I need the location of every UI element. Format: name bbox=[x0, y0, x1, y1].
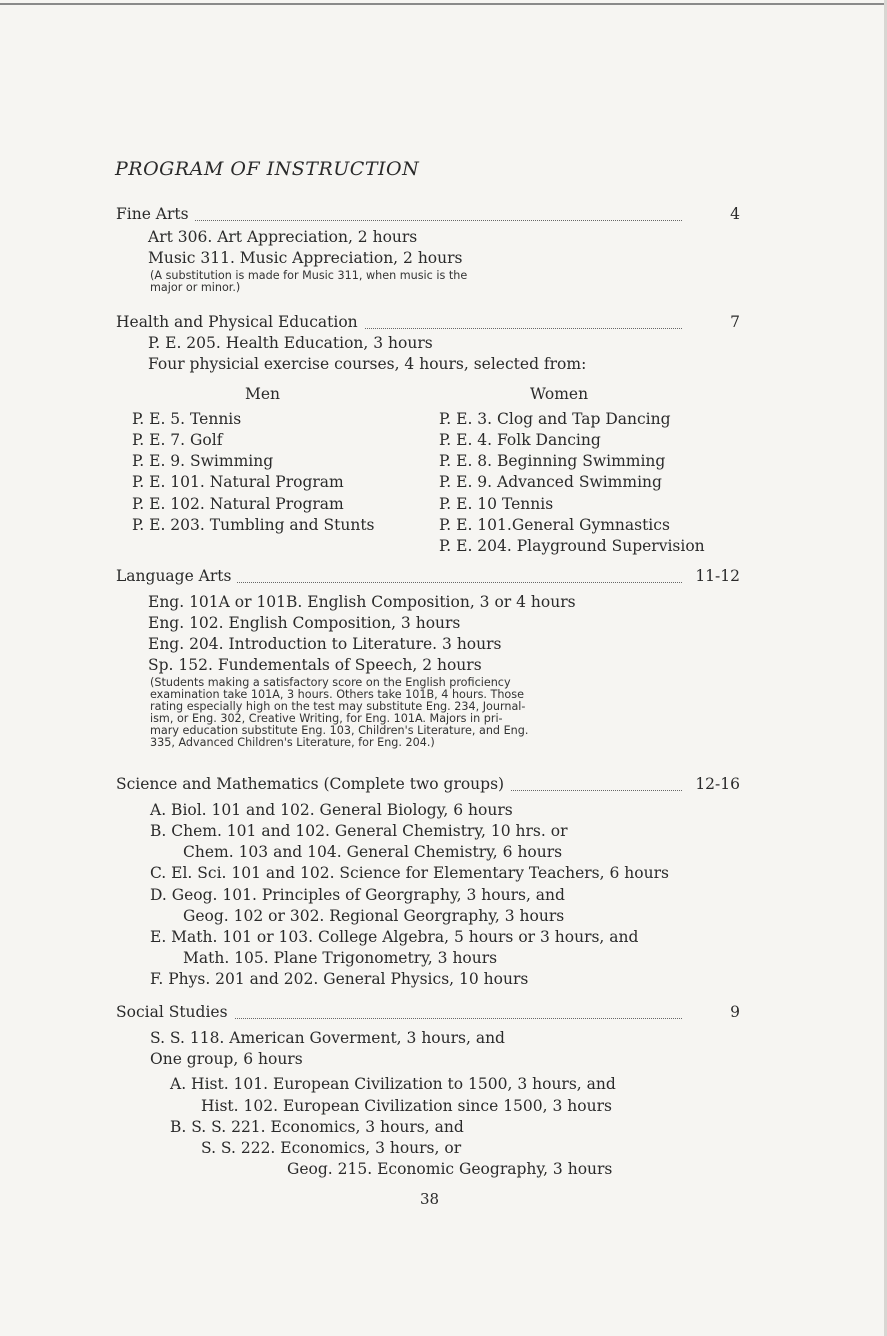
course-line: Eng. 102. English Composition, 3 hours bbox=[148, 614, 461, 632]
page-title: PROGRAM OF INSTRUCTION bbox=[115, 158, 420, 180]
course-line: Hist. 102. European Civilization since 1500, 3 hours bbox=[201, 1097, 612, 1115]
course-line: Math. 105. Plane Trigonometry, 3 hours bbox=[183, 949, 498, 967]
men-course: P. E. 9. Swimming bbox=[132, 452, 274, 470]
note-line: ism, or Eng. 302, Creative Writing, for Eng. 101A. Majors in pri- bbox=[150, 712, 503, 725]
men-header: Men bbox=[245, 385, 281, 403]
women-course: P. E. 101.General Gymnastics bbox=[439, 516, 670, 534]
section-social-studies bbox=[116, 1003, 740, 1027]
course-line: A. Biol. 101 and 102. General Biology, 6 hours bbox=[150, 801, 513, 819]
page-number: 38 bbox=[420, 1190, 440, 1208]
course-line: Eng. 204. Introduction to Literature. 3 hours bbox=[148, 635, 502, 653]
leader-dots bbox=[120, 220, 682, 221]
section-hours: 4 bbox=[730, 205, 740, 223]
section-hours: 11-12 bbox=[695, 567, 740, 585]
section-label: Health and Physical Education bbox=[116, 313, 364, 331]
men-course: P. E. 203. Tumbling and Stunts bbox=[132, 516, 375, 534]
women-course: P. E. 10 Tennis bbox=[439, 495, 554, 513]
note-line: (Students making a satisfactory score on the English proficiency bbox=[150, 676, 511, 689]
women-course: P. E. 8. Beginning Swimming bbox=[439, 452, 666, 470]
men-course: P. E. 7. Golf bbox=[132, 431, 223, 449]
women-course: P. E. 4. Folk Dancing bbox=[439, 431, 601, 449]
course-line: Sp. 152. Fundementals of Speech, 2 hours bbox=[148, 656, 482, 674]
men-course: P. E. 101. Natural Program bbox=[132, 473, 344, 491]
section-hours: 9 bbox=[730, 1003, 740, 1021]
note-line: (A substitution is made for Music 311, when music is the bbox=[150, 269, 468, 282]
note-line: 335, Advanced Children's Literature, for Eng. 204.) bbox=[150, 736, 435, 749]
note-line: rating especially high on the test may substitute Eng. 234, Journal- bbox=[150, 700, 526, 713]
course-line: S. S. 222. Economics, 3 hours, or bbox=[201, 1139, 462, 1157]
women-course: P. E. 3. Clog and Tap Dancing bbox=[439, 410, 671, 428]
men-course: P. E. 5. Tennis bbox=[132, 410, 242, 428]
section-label: Science and Mathematics (Complete two groups) bbox=[116, 775, 510, 793]
course-line: E. Math. 101 or 103. College Algebra, 5 hours or 3 hours, and bbox=[150, 928, 639, 946]
course-line: A. Hist. 101. European Civilization to 1500, 3 hours, and bbox=[170, 1075, 616, 1093]
course-line: F. Phys. 201 and 202. General Physics, 10 hours bbox=[150, 970, 529, 988]
section-fine-arts bbox=[116, 205, 740, 229]
section-science-math bbox=[116, 775, 740, 799]
course-line: One group, 6 hours bbox=[150, 1050, 303, 1068]
course-line: B. Chem. 101 and 102. General Chemistry, 10 hrs. or bbox=[150, 822, 568, 840]
course-line: Geog. 102 or 302. Regional Georgraphy, 3 hours bbox=[183, 907, 565, 925]
course-line: Art 306. Art Appreciation, 2 hours bbox=[148, 228, 418, 246]
women-course: P. E. 204. Playground Supervision bbox=[439, 537, 705, 555]
section-language-arts bbox=[116, 567, 740, 591]
men-course: P. E. 102. Natural Program bbox=[132, 495, 344, 513]
course-line: D. Geog. 101. Principles of Georgraphy, 3 hours, and bbox=[150, 886, 565, 904]
women-header: Women bbox=[530, 385, 589, 403]
course-line: B. S. S. 221. Economics, 3 hours, and bbox=[170, 1118, 464, 1136]
page-top-border bbox=[0, 3, 887, 5]
course-line: Chem. 103 and 104. General Chemistry, 6 hours bbox=[183, 843, 563, 861]
section-label: Social Studies bbox=[116, 1003, 234, 1021]
course-line: S. S. 118. American Goverment, 3 hours, and bbox=[150, 1029, 505, 1047]
course-line: Geog. 215. Economic Geography, 3 hours bbox=[287, 1160, 613, 1178]
course-line: Music 311. Music Appreciation, 2 hours bbox=[148, 249, 463, 267]
section-hours: 7 bbox=[730, 313, 740, 331]
section-label: Language Arts bbox=[116, 567, 237, 585]
women-course: P. E. 9. Advanced Swimming bbox=[439, 473, 662, 491]
section-hours: 12-16 bbox=[695, 775, 740, 793]
course-line: Four physicial exercise courses, 4 hours, selected from: bbox=[148, 355, 587, 373]
note-line: examination take 101A, 3 hours. Others take 101B, 4 hours. Those bbox=[150, 688, 524, 701]
note-line: major or minor.) bbox=[150, 281, 241, 294]
course-line: C. El. Sci. 101 and 102. Science for Elementary Teachers, 6 hours bbox=[150, 864, 669, 882]
course-line: Eng. 101A or 101B. English Composition, 3 or 4 hours bbox=[148, 593, 576, 611]
course-line: P. E. 205. Health Education, 3 hours bbox=[148, 334, 433, 352]
section-label: Fine Arts bbox=[116, 205, 195, 223]
note-line: mary education substitute Eng. 103, Children's Literature, and Eng. bbox=[150, 724, 529, 737]
